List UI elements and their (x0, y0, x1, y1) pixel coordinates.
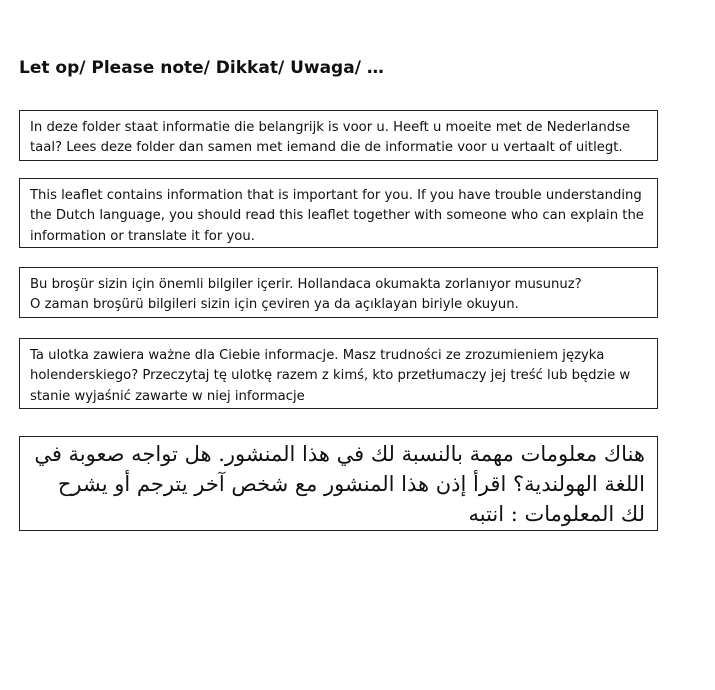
notice-polish (19, 338, 658, 409)
notice-arabic-text: هناك معلومات مهمة بالنسبة لك في هذا المنشور. هل تواجه صعوبة في اللغة الهولندية؟ اقرأ إذن هذا المنشور مع شخص آخر يترجم أو يشرح لك المعلومات : انتبه (34, 442, 645, 526)
notice-turkish (19, 267, 658, 318)
page-title: Let op/ Please note/ Dikkat/ Uwaga/ … (19, 58, 384, 78)
notice-dutch (19, 110, 658, 161)
notice-turkish-line-1: Bu broşür sizin için önemli bilgiler içerir. Hollandaca okumakta zorlanıyor musunuz? (30, 277, 582, 292)
notice-polish-text: Ta ulotka zawiera ważne dla Ciebie informacje. Masz trudności ze zrozumieniem języka holenderskiego? Przeczytaj tę ulotkę razem z kimś, kto przetłumaczy jej treść lub będzie w stanie wyjaśnić zawarte w niej informacje (30, 348, 631, 404)
notice-english (19, 178, 658, 248)
notice-turkish-line-2: O zaman broşürü bilgileri sizin için çeviren ya da açıklayan biriyle okuyun. (30, 297, 519, 313)
notice-dutch-text: In deze folder staat informatie die belangrijk is voor u. Heeft u moeite met de Nederlandse taal? Lees deze folder dan samen met iemand die de informatie voor u vertaalt of uitlegt. (30, 120, 631, 156)
notice-english-text: This leaflet contains information that is important for you. If you have trouble understanding the Dutch language, you should read this leaflet together with someone who can explain the information or translate it for you. (30, 188, 644, 244)
notice-arabic (19, 436, 658, 531)
